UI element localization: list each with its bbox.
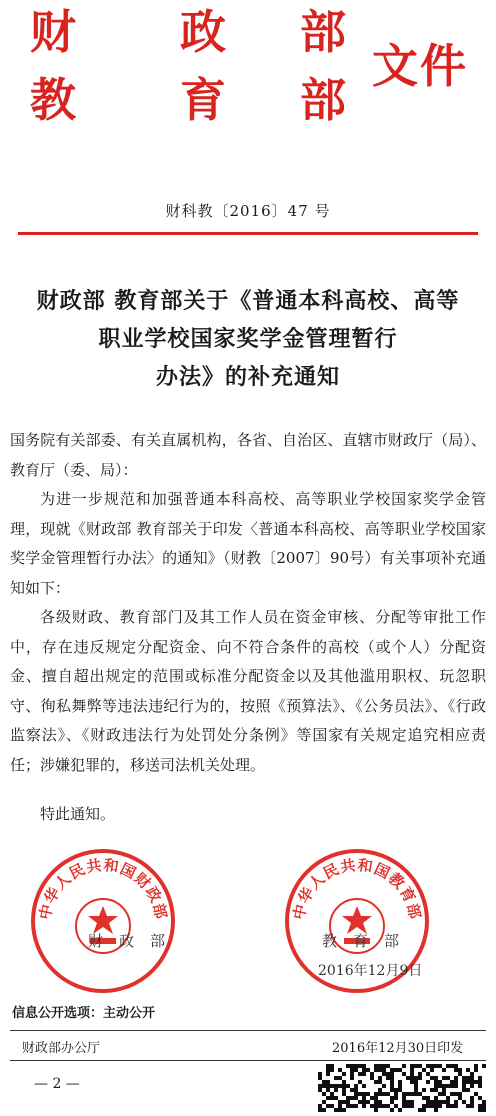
header-char: 财 <box>30 5 76 59</box>
body-paragraph-1: 为进一步规范和加强普通本科高校、高等职业学校国家奖学金管理，现就《财政部 教育部关于印发〈普通本科高校、高等职业学校国家奖学金管理暂行办法〉的通知》（财教〔2007〕90号）有关事项补充通知如下： <box>10 490 486 597</box>
document-label: 文件 <box>372 39 468 93</box>
body-paragraph-2: 各级财政、教育部门及其工作人员在资金审核、分配等审批工作中，存在违反规定分配资金、向不符合条件的高校（或个人）分配资金、擅自超出规定的范围或标准分配资金以及其他滥用职权、玩忽职守、徇私舞弊等违法违纪行为的，按照《预算法》、《公务员法》、《行政监察法》、《财政违法行为处罚处分条例》等国家有关规定追究相应责任；涉嫌犯罪的，移送司法机关处理。 <box>10 608 486 774</box>
title-line-1: 财政部 教育部关于《普通本科高校、高等 <box>36 288 460 314</box>
disclosure-option: 信息公开选项：主动公开 <box>12 1006 156 1021</box>
footer-rule-top <box>10 1030 486 1031</box>
finance-ministry-seal <box>28 846 178 996</box>
barcode-icon <box>316 1062 486 1112</box>
issue-date: 2016年12月9日 <box>318 963 423 979</box>
red-divider <box>18 232 478 235</box>
title-line-3: 办法》的补充通知 <box>155 364 340 390</box>
footer-rule-bottom <box>10 1060 486 1061</box>
header-char: 教 <box>30 73 76 127</box>
seal-ring-text: 中华人民共和国教育部 <box>289 855 425 922</box>
header-char: 育 <box>180 73 226 127</box>
title-line-2: 职业学校国家奖学金管理暂行 <box>98 326 398 352</box>
seal-label-finance: 财政部 <box>88 932 182 950</box>
header-char: 部 <box>300 5 346 59</box>
addressee: 国务院有关部委、有关直属机构，各省、自治区、直辖市财政厅（局）、教育厅（委、局）： <box>10 431 486 479</box>
closing: 特此通知。 <box>40 805 116 823</box>
header-char: 部 <box>300 73 346 127</box>
seal-ring-text: 中华人民共和国财政部 <box>35 855 171 922</box>
seal-label-education: 教育部 <box>322 932 416 950</box>
header-char: 政 <box>180 5 226 59</box>
document-number: 财科教〔2016〕47 号 <box>165 202 331 220</box>
print-date: 2016年12月30日印发 <box>332 1041 464 1056</box>
issuing-office: 财政部办公厅 <box>22 1041 101 1056</box>
page-number: — 2 — <box>34 1076 80 1092</box>
